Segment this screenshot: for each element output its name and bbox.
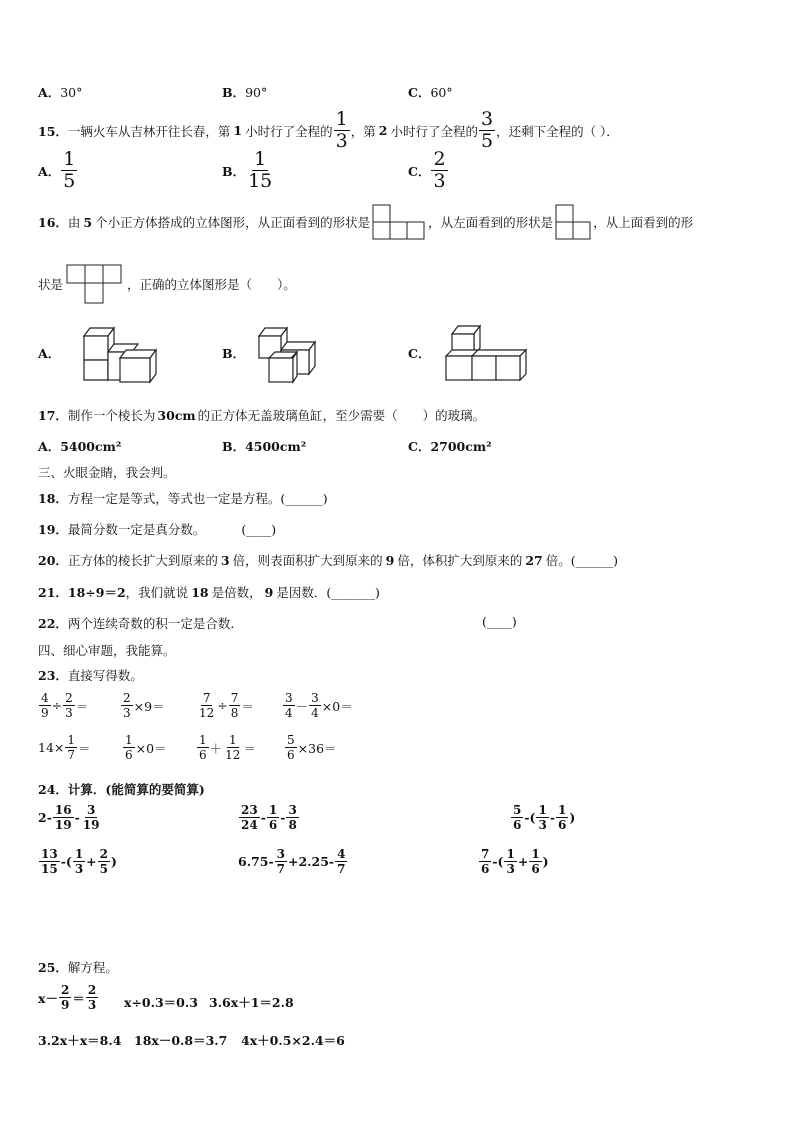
q14-option-a: A．30° [38,85,83,100]
q21-answer-blank[interactable]: (_______) [326,585,380,600]
q23-title: 23．直接写得数。 [38,668,143,683]
left-view-figure [555,204,591,240]
q23-expression-5: 14× $\frac{1}{7}$ ＝ [38,733,91,762]
q16-question-line2: 状是 ，正确的立体图形是（ ）。 [38,264,296,304]
cube-shape-b [253,322,333,384]
q19-answer-blank[interactable]: (____) [241,522,277,537]
top-view-figure [66,264,124,304]
q23-expression-4: $\frac{3}{4}$ － $\frac{3}{4}$ ×0＝ [285,691,353,720]
q25-title: 25．解方程。 [38,960,118,975]
q24-expression-3: $\frac{5}{6}$ -( $\frac{1}{3}$ - $\frac{1}{6}$ ) [513,803,576,832]
cube-shape-c [442,322,528,384]
q14-option-c: C．60° [408,85,453,100]
q23-expression-3: $\frac{7}{12}$ ÷ $\frac{7}{8}$ ＝ [199,691,254,720]
q24-expression-5: 6.75- $\frac{3}{7}$ +2.25- $\frac{4}{7}$ [238,847,346,876]
q25-equation-6: 4x＋0.5×2.4＝6 [241,1033,345,1048]
cube-shape-a [82,322,162,384]
q16-option-b: B． [222,322,333,384]
q23-expression-2: $\frac{2}{3}$ ×9＝ [123,691,165,720]
q25-equation-4: 3.2x＋x＝8.4 [38,1033,122,1048]
q24-expression-2: $\frac{23}{24}$ - $\frac{1}{6}$ - $\frac{3}{8}$ [241,803,297,832]
q24-expression-6: $\frac{7}{6}$ -( $\frac{1}{3}$ + $\frac{1}{6}$ ) [481,847,549,876]
q24-expression-4: $\frac{13}{15}$ -( $\frac{1}{3}$ + $\frac{2}{5}$ ) [41,847,117,876]
q15-fraction-2: $\frac{3}{5}$ [480,108,494,152]
q19-question: 19．最简分数一定是真分数。 (____) [38,522,277,537]
q22-answer-blank[interactable]: (____) [482,614,517,629]
q16-option-c: C． [408,322,528,384]
q17-question: 17．制作一个棱长为 30cm 的正方体无盖玻璃鱼缸，至少需要（ ）的玻璃。 [38,408,486,423]
q17-option-b: B．4500cm² [222,439,307,454]
q16-question-line1: 16． 由 5 个小正方体搭成的立体图形，从正面看到的形状是 ，从左面看到的形状是 ，从上面看到的形 [38,204,693,240]
q20-answer-blank[interactable]: (______) [570,553,619,568]
section-4-title: 四、细心审题，我能算。 [38,643,176,658]
q25-equation-5: 18x－0.8＝3.7 [134,1033,228,1048]
q24-expression-1: 2- $\frac{16}{19}$ - $\frac{3}{19}$ [38,803,100,832]
q25-equation-3: 3.6x＋1＝2.8 [209,995,294,1010]
q15-option-a: A． $\frac{1}{5}$ [38,148,76,192]
q23-expression-8: $\frac{5}{6}$ ×36＝ [287,733,337,762]
q18-question: 18．方程一定是等式，等式也一定是方程。(______) [38,491,328,506]
front-view-figure [372,204,426,240]
q23-expression-7: $\frac{1}{6}$ ＋ $\frac{1}{12}$ ＝ [199,733,256,762]
q24-title: 24．计算．(能简算的要简算) [38,782,205,797]
q22-question: 22．两个连续奇数的积一定是合数. [38,616,235,631]
q15-question: 15． 一辆火车从吉林开往长春，第 1 小时行了全程的 $\frac{1}{3}$ ，第 2 小时行了全程的 $\frac{3}{5}$ ，还剩下全程的（ ）． [38,108,619,152]
q23-expression-6: $\frac{1}{6}$ ×0＝ [125,733,167,762]
q14-option-b: B．90° [222,85,268,100]
section-3-title: 三、火眼金睛，我会判。 [38,465,176,480]
q15-option-b: B． $\frac{1}{15}$ [222,148,273,192]
q20-question: 20．正方体的棱长扩大到原来的 3 倍，则表面积扩大到原来的 9 倍，体积扩大到原来的 27 倍。(______) [38,553,619,568]
q17-option-c: C．2700cm² [408,439,492,454]
q25-equation-1: x－ $\frac{2}{9}$ ＝ $\frac{2}{3}$ [38,983,97,1012]
q15-fraction-1: $\frac{1}{3}$ [335,108,348,152]
q16-option-a: A． [38,322,162,384]
q23-expression-1: $\frac{4}{9}$ ÷ $\frac{2}{3}$ ＝ [41,691,89,720]
q17-option-a: A．5400cm² [38,439,122,454]
q21-question: 21．18÷9＝2，我们就说 18 是倍数， 9 是因数．(_______) [38,585,380,600]
q25-equation-2: x÷0.3＝0.3 [124,995,198,1010]
q18-answer-blank[interactable]: (______) [280,491,328,506]
q15-option-c: C． $\frac{2}{3}$ [408,148,446,192]
